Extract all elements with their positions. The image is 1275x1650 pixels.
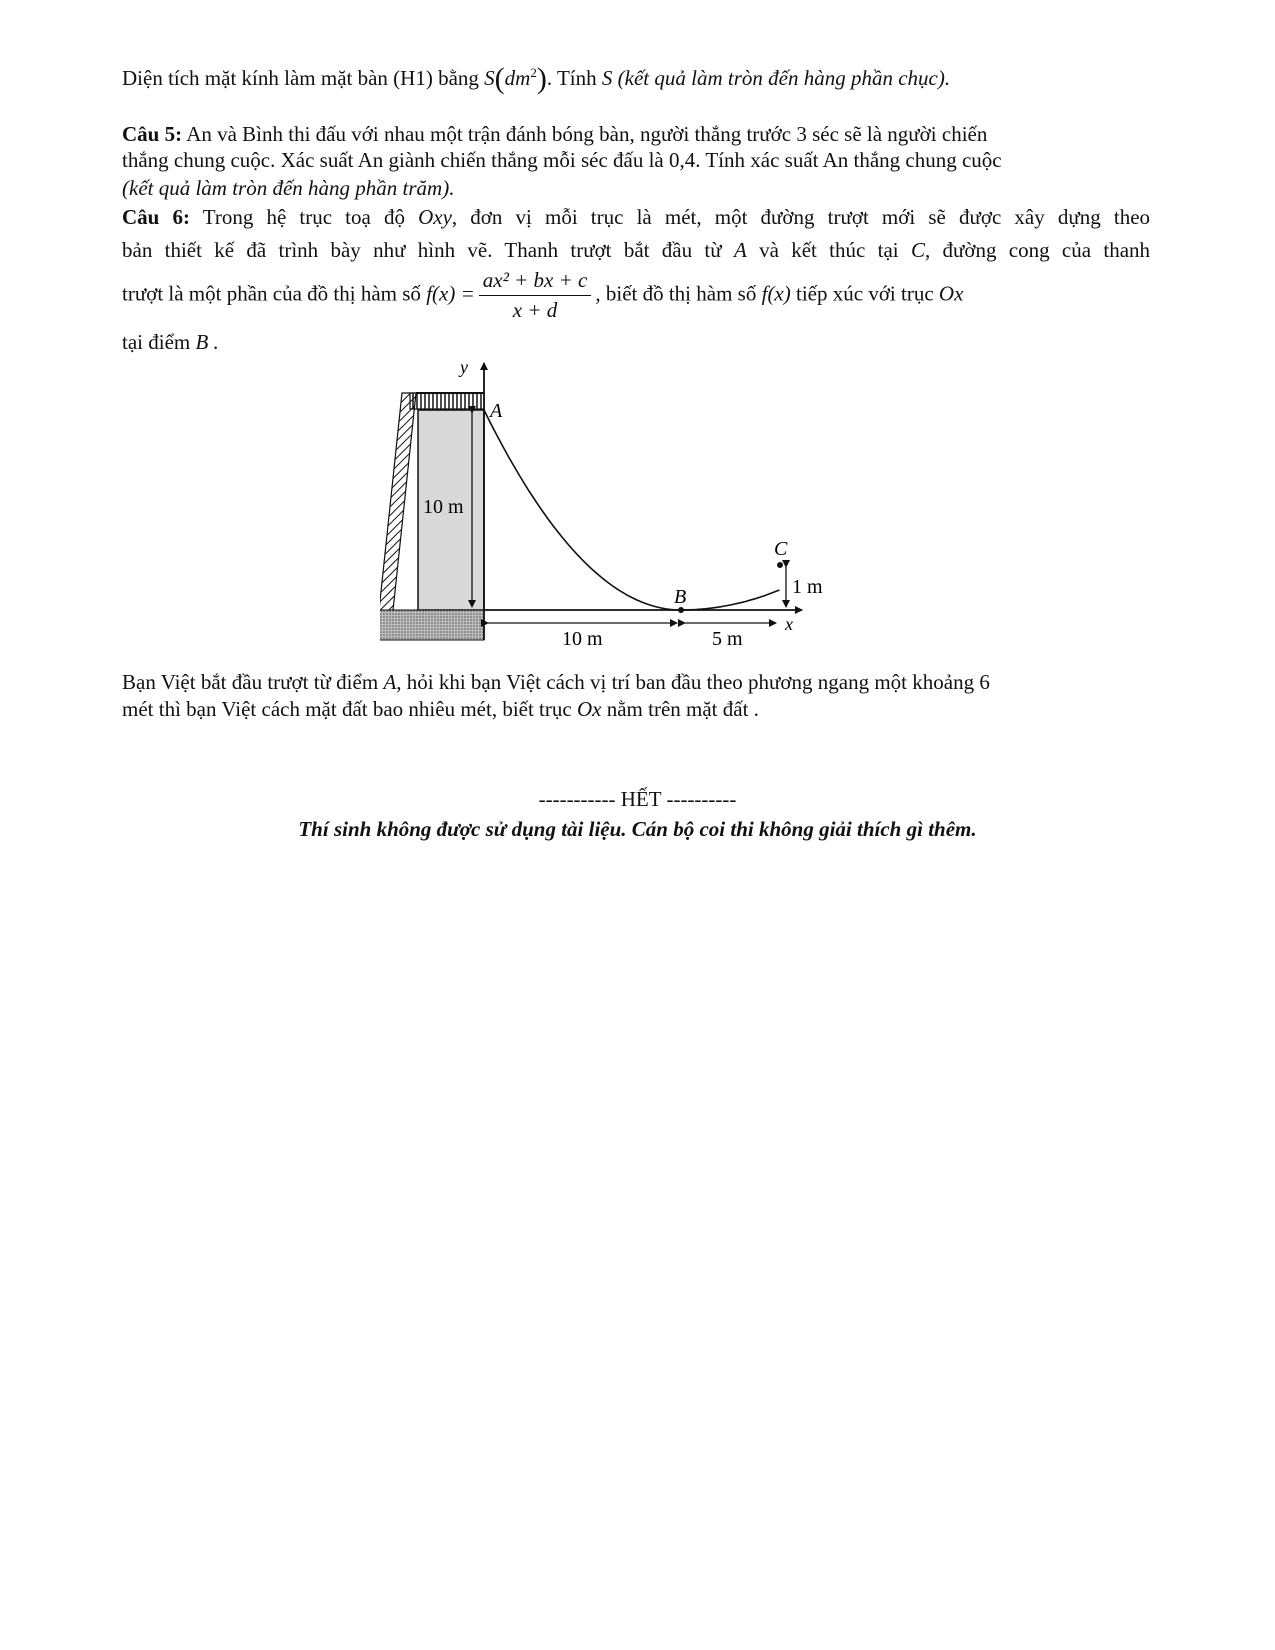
- q6-after-line-2: [122, 697, 759, 722]
- q5-text-1: An và Bình thi đấu với nhau một trận đánh bóng bàn, người thắng trước 3 séc sẽ là người chiến: [186, 122, 988, 146]
- area-symbol-2: S: [601, 66, 613, 90]
- point-b-symbol: B .: [195, 330, 219, 354]
- q5-line-3: [122, 176, 454, 201]
- slide-figure: [380, 355, 840, 650]
- distance-2-label: 5 m: [712, 628, 743, 650]
- slide-curve: [484, 410, 780, 610]
- q6-after-text-1a: Bạn Việt bắt đầu trượt từ điểm: [122, 670, 379, 694]
- oxy-symbol: Oxy: [418, 205, 452, 229]
- q6-after-line-1: [122, 670, 990, 695]
- q5-label: Câu 5:: [122, 122, 183, 146]
- q6-text-3b: , biết đồ thị hàm số: [595, 281, 757, 306]
- x-axis-label: x: [785, 614, 793, 634]
- ox-symbol-2: Ox: [576, 697, 602, 721]
- q6-text-2a: bản thiết kế đã trình bày như hình vẽ. Thanh trượt bắt đầu từ: [122, 238, 722, 262]
- area-unit-exponent: 2: [530, 65, 537, 80]
- fraction-numerator: ax² + bx + c: [479, 268, 592, 296]
- ground-block: [380, 610, 484, 640]
- point-b-label: B: [674, 586, 687, 608]
- q6-after-text-2b: nằm trên mặt đất .: [606, 697, 759, 721]
- q6-after-text-1b: , hỏi khi bạn Việt cách vị trí ban đầu theo phương ngang một khoảng 6: [396, 670, 990, 694]
- q6-text-2c: , đường cong của thanh: [924, 238, 1151, 262]
- point-a-label: A: [490, 400, 503, 422]
- q4-rounding-note: (kết quả làm tròn đến hàng phần chục).: [617, 66, 951, 90]
- exam-note: Thí sinh không được sử dụng tài liệu. Cán bộ coi thi không giải thích gì thêm.: [298, 817, 977, 841]
- q6-label: Câu 6:: [122, 205, 190, 229]
- fraction-denominator: x + d: [512, 298, 558, 322]
- q6-text-3c: tiếp xúc với trục: [796, 281, 934, 306]
- q5-rounding-note: (kết quả làm tròn đến hàng phần trăm).: [122, 176, 455, 200]
- function-name-2: f(x): [761, 281, 791, 306]
- railing: [410, 393, 484, 409]
- q6-line-1: [122, 205, 1150, 230]
- q4-tail-text-2: . Tính: [546, 66, 597, 90]
- y-axis-label: y: [460, 357, 468, 377]
- point-c-dot: [777, 562, 783, 568]
- q6-text-2b: và kết thúc tại: [759, 238, 899, 262]
- point-c-symbol: C: [910, 238, 925, 262]
- q4-tail-text: Diện tích mặt kính làm mặt bàn (H1) bằng: [122, 66, 479, 90]
- q5-text-2: thắng chung cuộc. Xác suất An giành chiến thắng mỗi séc đấu là 0,4. Tính xác suất An thắng chung cuộc: [122, 148, 1002, 172]
- q6-text-4a: tại điểm: [122, 330, 191, 354]
- point-c-label: C: [774, 538, 788, 560]
- distance-1-label: 10 m: [562, 628, 603, 650]
- function-name: f(x) =: [426, 281, 475, 306]
- function-fraction: [479, 268, 592, 323]
- q6-after-text-2a: mét thì bạn Việt cách mặt đất bao nhiêu mét, biết trục: [122, 697, 572, 721]
- point-a-symbol-2: A: [383, 670, 397, 694]
- ox-symbol: Ox: [938, 281, 964, 306]
- point-a-symbol: A: [733, 238, 747, 262]
- q6-line-2: [122, 238, 1150, 263]
- q4-tail-line: Diện tích mặt kính làm mặt bàn (H1) bằng $S(dm^2)$. Tính S (kết quả làm tròn đến hàng phần chục).: [122, 62, 951, 95]
- q6-line-4: [122, 330, 219, 355]
- q6-text-1b: , đơn vị mỗi trục là mét, một đường trượt mới sẽ được xây dựng theo: [451, 205, 1151, 229]
- q5-line-1: [122, 122, 987, 147]
- area-unit: dm: [504, 66, 531, 90]
- q6-text-3a: trượt là một phần của đồ thị hàm số: [122, 281, 421, 306]
- q6-text-1a: Trong hệ trục toạ độ: [202, 205, 405, 229]
- end-marker: ----------- HẾT ----------: [538, 787, 737, 811]
- area-symbol: S: [484, 66, 495, 90]
- c-height-label: 1 m: [792, 576, 823, 598]
- height-label: 10 m: [423, 496, 464, 518]
- ladder-hatch: [380, 393, 416, 620]
- q6-line-3: [122, 268, 963, 323]
- q5-line-2: [122, 148, 1002, 173]
